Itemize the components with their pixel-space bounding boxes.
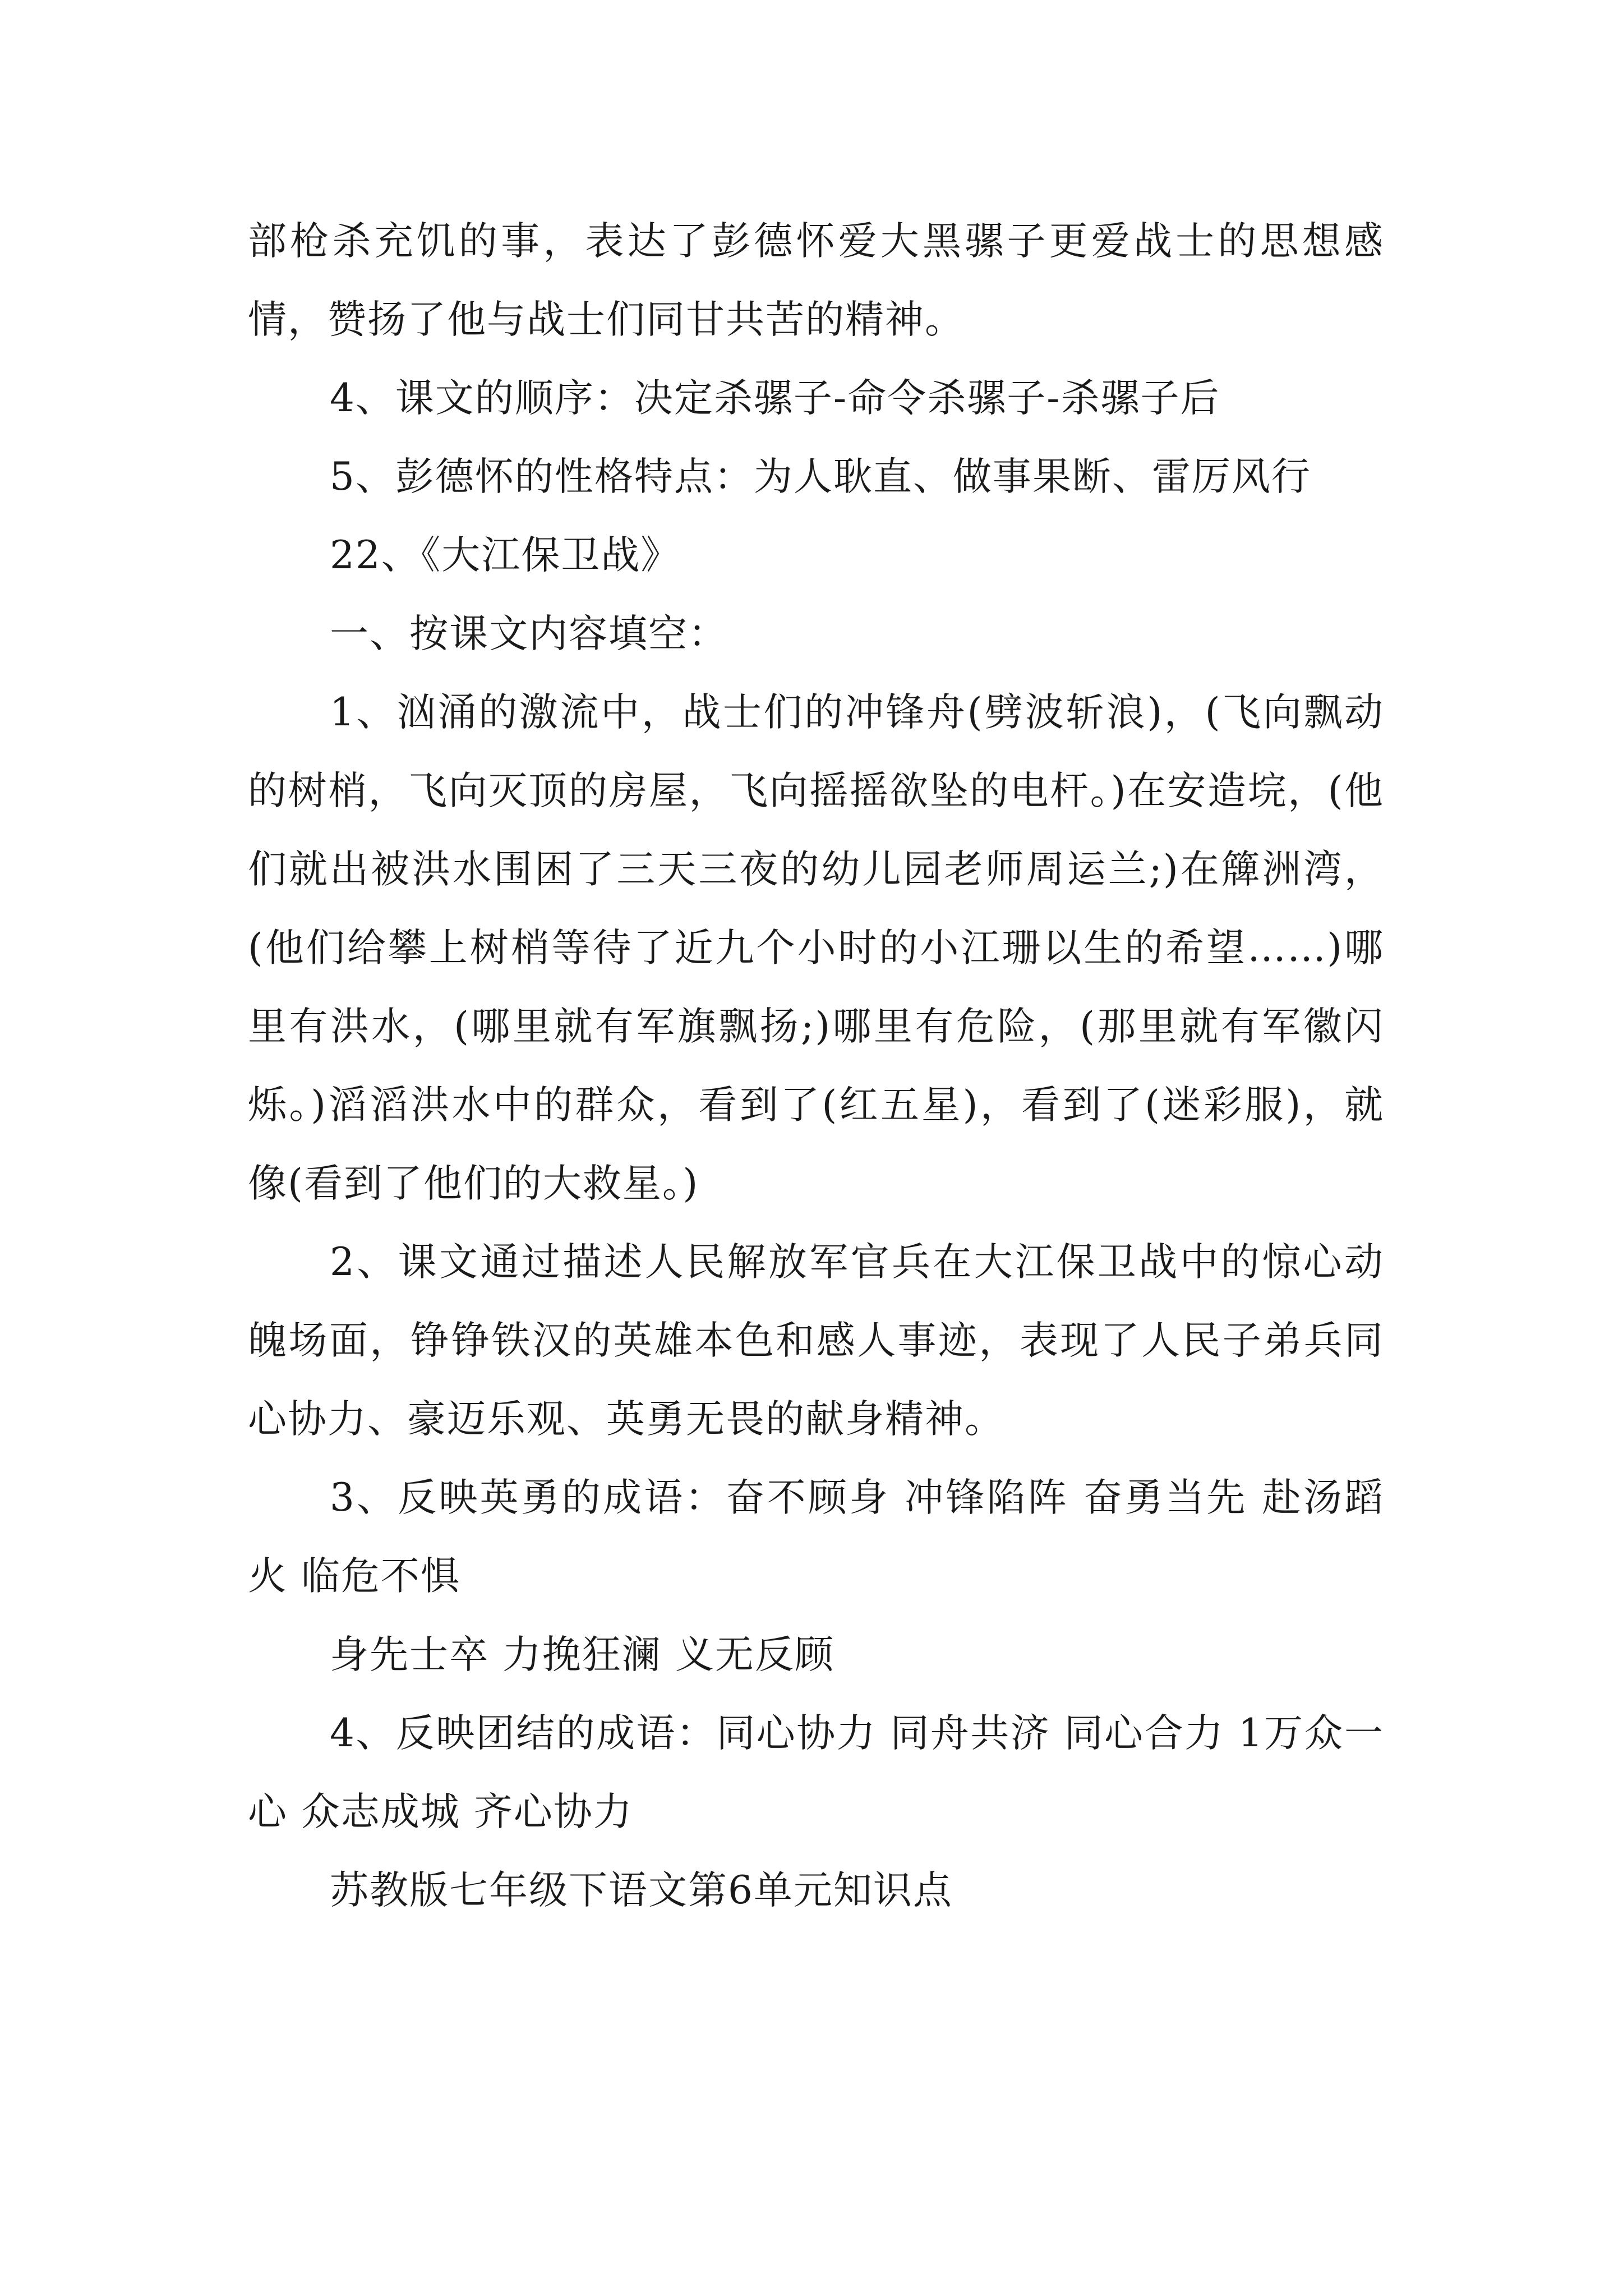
paragraph-continuation: 部枪杀充饥的事，表达了彭德怀爱大黑骡子更爱战士的思想感情，赞扬了他与战士们同甘共苦的精神。 — [248, 219, 1384, 342]
paragraph-character-traits: 5、彭德怀的性格特点：为人耿直、做事果断、雷厉风行 — [330, 454, 1311, 499]
paragraph-brave-idioms: 3、反映英勇的成语：奋不顾身 冲锋陷阵 奋勇当先 赴汤蹈火 临危不惧 — [248, 1475, 1384, 1599]
paragraph-fill-in: 1、汹涌的激流中，战士们的冲锋舟(劈波斩浪)，(飞向飘动的树梢，飞向灭顶的房屋，飞向摇摇欲坠的电杆。)在安造垸，(他们就出被洪水围困了三天三夜的幼儿园老师周运兰;)在簰洲湾，(他们给攀上树梢等待了近九个小时的小江珊以生的希望……)哪里有洪水，(哪里就有军旗飘扬;)哪里有危险，(那里就有军徽闪烁。)滔滔洪水中的群众，看到了(红五星)，看到了(迷彩服)，就像(看到了他们的大救星。) — [248, 690, 1384, 1206]
document-body — [248, 202, 1384, 1930]
paragraph-summary: 2、课文通过描述人民解放军官兵在大江保卫战中的惊心动魄场面，铮铮铁汉的英雄本色和感人事迹，表现了人民子弟兵同心协力、豪迈乐观、英勇无畏的献身精神。 — [248, 1240, 1384, 1442]
section-heading: 一、按课文内容填空： — [330, 611, 728, 656]
paragraph-unity-idioms: 4、反映团结的成语：同心协力 同舟共济 同心合力 1万众一心 众志成城 齐心协力 — [248, 1711, 1384, 1834]
paragraph-brave-idioms-cont: 身先士卒 力挽狂澜 义无反顾 — [330, 1632, 834, 1677]
paragraph-lesson-order: 4、课文的顺序：决定杀骡子-命令杀骡子-杀骡子后 — [330, 376, 1220, 421]
lesson-title: 22、《大江保卫战》 — [330, 533, 681, 578]
next-section-title: 苏教版七年级下语文第6单元知识点 — [330, 1868, 953, 1913]
